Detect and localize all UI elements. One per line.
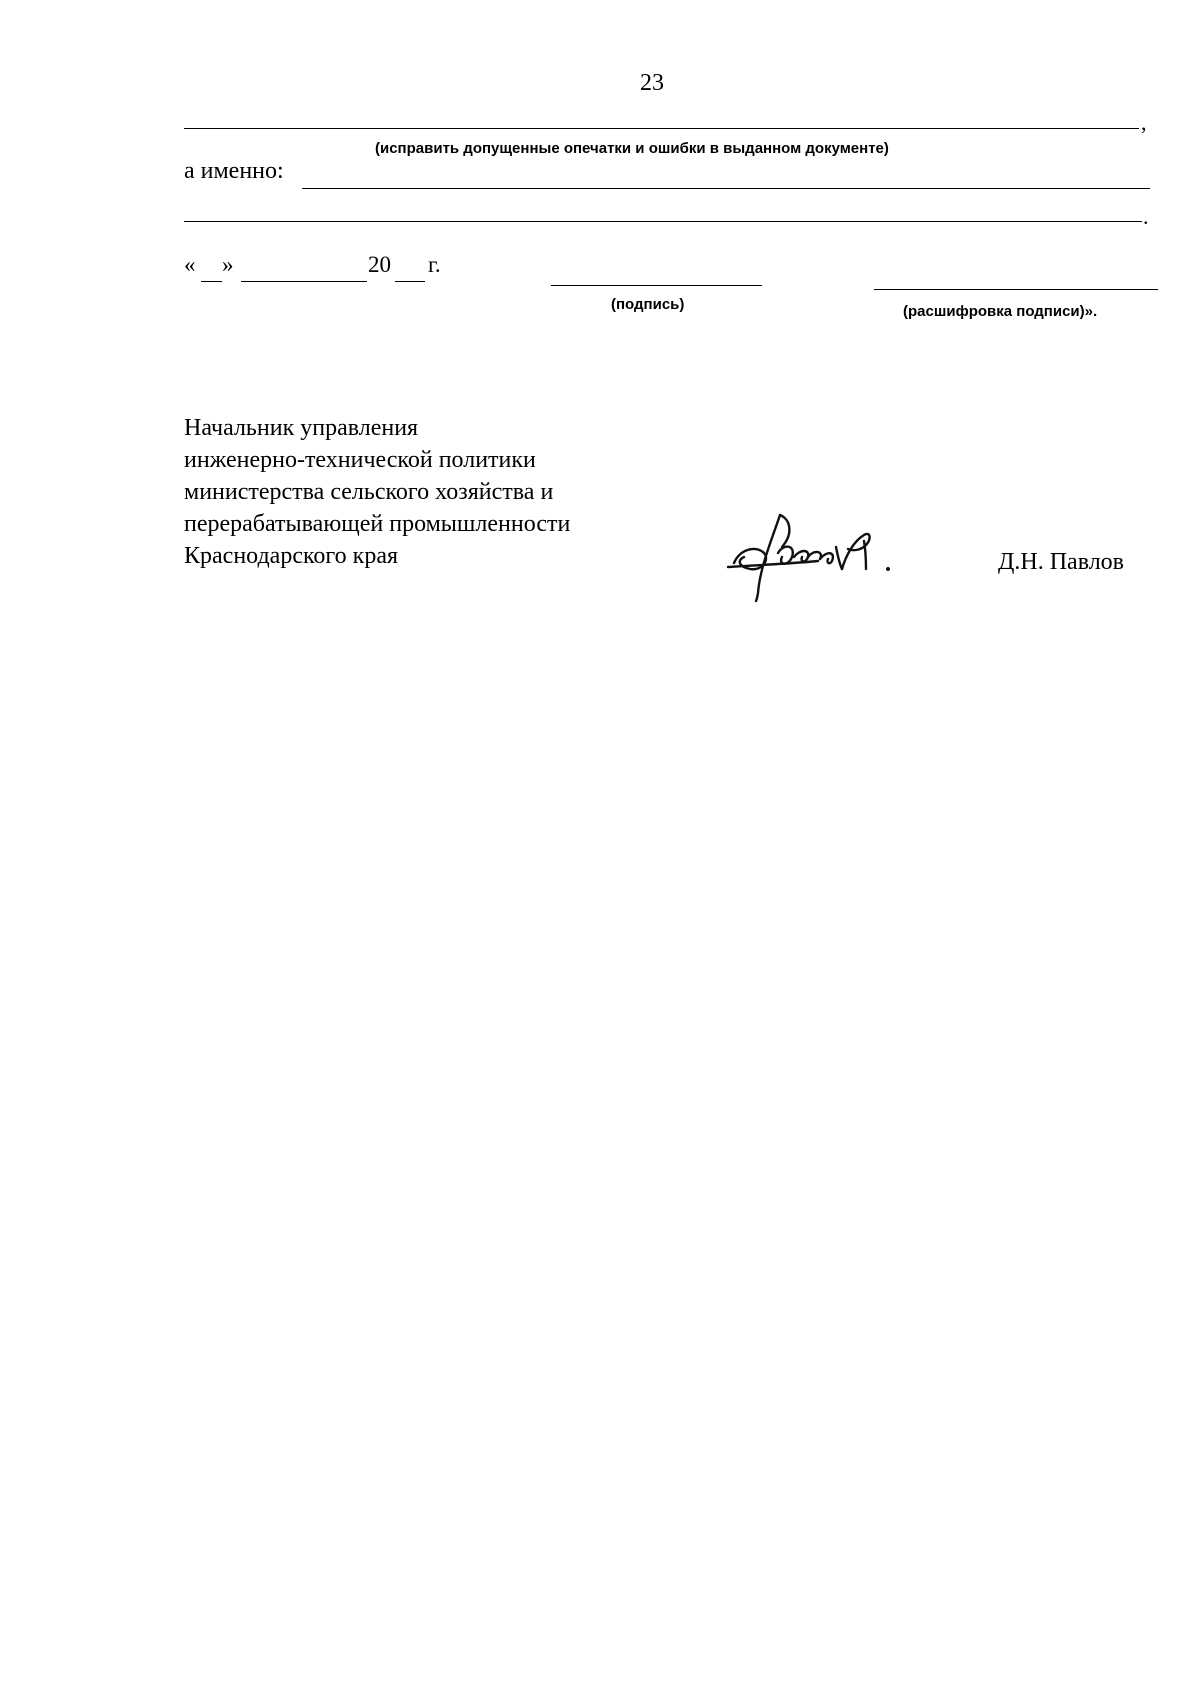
page-number: 23 (640, 70, 664, 96)
official-name: Д.Н. Павлов (998, 549, 1125, 575)
official-title-line: перерабатывающей промышленности (184, 511, 571, 537)
official-title-line: Краснодарского края (184, 543, 399, 569)
correction-hint: (исправить допущенные опечатки и ошибки в выданном документе) (375, 140, 889, 157)
signature-decoding-line (874, 289, 1158, 290)
date-open-quote: « (184, 252, 196, 277)
official-title-line: Начальник управления (184, 415, 419, 441)
line-comma: , (1141, 110, 1147, 135)
handwritten-signature (720, 505, 920, 605)
official-title (184, 412, 570, 572)
signature-caption: (подпись) (611, 296, 685, 313)
signature-line (551, 285, 762, 286)
namely-label: а именно: (184, 158, 284, 184)
signature-decoding-caption: (расшифровка подписи)». (903, 303, 1098, 320)
day-blank (201, 281, 222, 282)
month-blank (241, 281, 367, 282)
official-title-line: инженерно-технической политики (184, 447, 536, 473)
line-period: . (1143, 204, 1149, 229)
date-close-quote: » (222, 252, 234, 277)
year-blank (395, 281, 425, 282)
namely-line (302, 188, 1150, 189)
official-title-line: министерства сельского хозяйства и (184, 479, 554, 505)
correction-line (184, 128, 1139, 129)
continuation-line (184, 221, 1142, 222)
date-year-suffix: г. (428, 252, 441, 277)
date-year-prefix: 20 (368, 252, 391, 277)
